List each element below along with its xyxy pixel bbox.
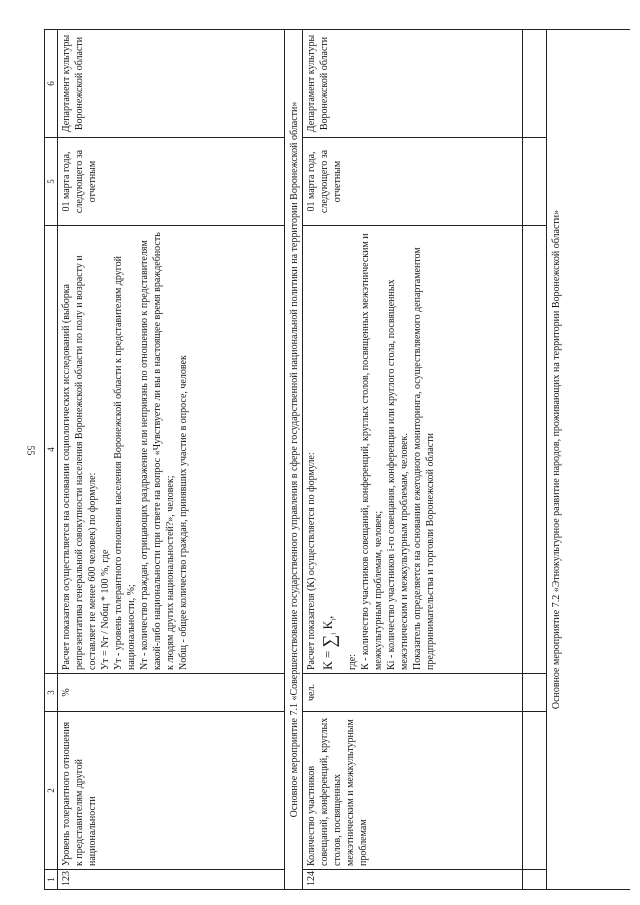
row-123-number: 123: [58, 869, 285, 889]
row-123-responsible: Департамент культуры Воронежской области: [58, 29, 285, 137]
row-124-unit: чел.: [303, 673, 523, 711]
row-124-method-intro: Расчет показателя (К) осуществляется по формуле:: [306, 452, 317, 670]
blank-cell: [523, 869, 547, 889]
row-124-method-line: К - количество участников совещаний, конференций, круглых столов, посвященных межэтническим и межкультурным проблемам, человек;: [359, 233, 384, 670]
row-124-deadline: 01 марта года, следующего за отчетным: [303, 137, 523, 225]
formula-left: К =: [320, 647, 335, 670]
row-124-responsible: Департамент культуры Воронежской области: [303, 29, 523, 137]
row-124-method-line: Кi - количество участников i-го совещания, конференции или круглого стола, посвященных межэтническим и межкультурным проблемам, человек.: [385, 279, 410, 670]
blank-cell: [523, 29, 547, 137]
formula-term-sub: i: [329, 618, 338, 621]
sum-sign: ∑: [319, 634, 340, 648]
row-124-sum-formula: [320, 229, 342, 670]
row-123-method-line: Nт - количество граждан, отрицающих раздражение или неприязнь по отношению к представителям какой-либо национальности при ответе на вопрос «Чувствуете ли вы в настоящее время враждебность к людям других национальностей?», человек;: [139, 232, 176, 670]
row-123-indicator: Уровень толерантного отношения к представителям другой национальности: [58, 711, 285, 869]
row-124-method-line: Показатель определяется на основании ежегодного мониторинга, осуществляемого департаментом предпринимательства и торговли Воронежской области: [411, 247, 436, 670]
blank-cell: [523, 225, 547, 673]
formula-end: ,: [320, 615, 335, 619]
blank-cell: [523, 137, 547, 225]
row-123-unit: %: [58, 673, 285, 711]
formula-term: К: [320, 620, 335, 630]
row-123-method-line: Ут - уровень толерантного отношения населения Воронежской области к представителям другой национальности, %;: [113, 256, 137, 670]
row-123-method: [58, 225, 285, 673]
col-header-3: 3: [45, 673, 58, 711]
row-124-method-where: где:: [346, 654, 358, 670]
indicator-table: [44, 29, 630, 890]
row-124-number: 124: [303, 869, 523, 889]
section-7-2-heading: Основное мероприятие 7.2 «Этнокультурное развитие народов, проживающих на территории Воронежской области»: [547, 29, 630, 889]
row-123-method-line: Расчет показателя осуществляется на основании социологических исследований (выборка репрезентатива генеральной совокупности населения Воронежской области по полу и возрасту и составляет не менее 600 человек) по формуле:: [61, 255, 98, 670]
row-124-method: [303, 225, 523, 673]
col-header-1: 1: [45, 869, 58, 889]
row-123-method-formula: Ут = Nт / Nобщ * 100 %, где: [100, 549, 111, 670]
col-header-5: 5: [45, 137, 58, 225]
row-124-indicator: Количество участников совещаний, конференций, круглых столов, посвященных межэтническим и межкультурным проблемам: [303, 711, 523, 869]
col-header-6: 6: [45, 29, 58, 137]
col-header-4: 4: [45, 225, 58, 673]
row-123-method-line: Nобщ - общее количество граждан, принявших участие в опросе, человек: [178, 355, 189, 670]
row-123-deadline: 01 марта года, следующего за отчетным: [58, 137, 285, 225]
indicator-table-rotated: [44, 30, 629, 890]
page-number: 55: [24, 445, 36, 456]
col-header-2: 2: [45, 711, 58, 869]
blank-cell: [523, 711, 547, 869]
section-7-1-heading: Основное мероприятие 7.1 «Совершенствование государственного управления в сфере государственной национальной политики на территории Воронежской области»: [285, 29, 303, 889]
blank-cell: [523, 673, 547, 711]
sum-index: i: [329, 632, 338, 635]
